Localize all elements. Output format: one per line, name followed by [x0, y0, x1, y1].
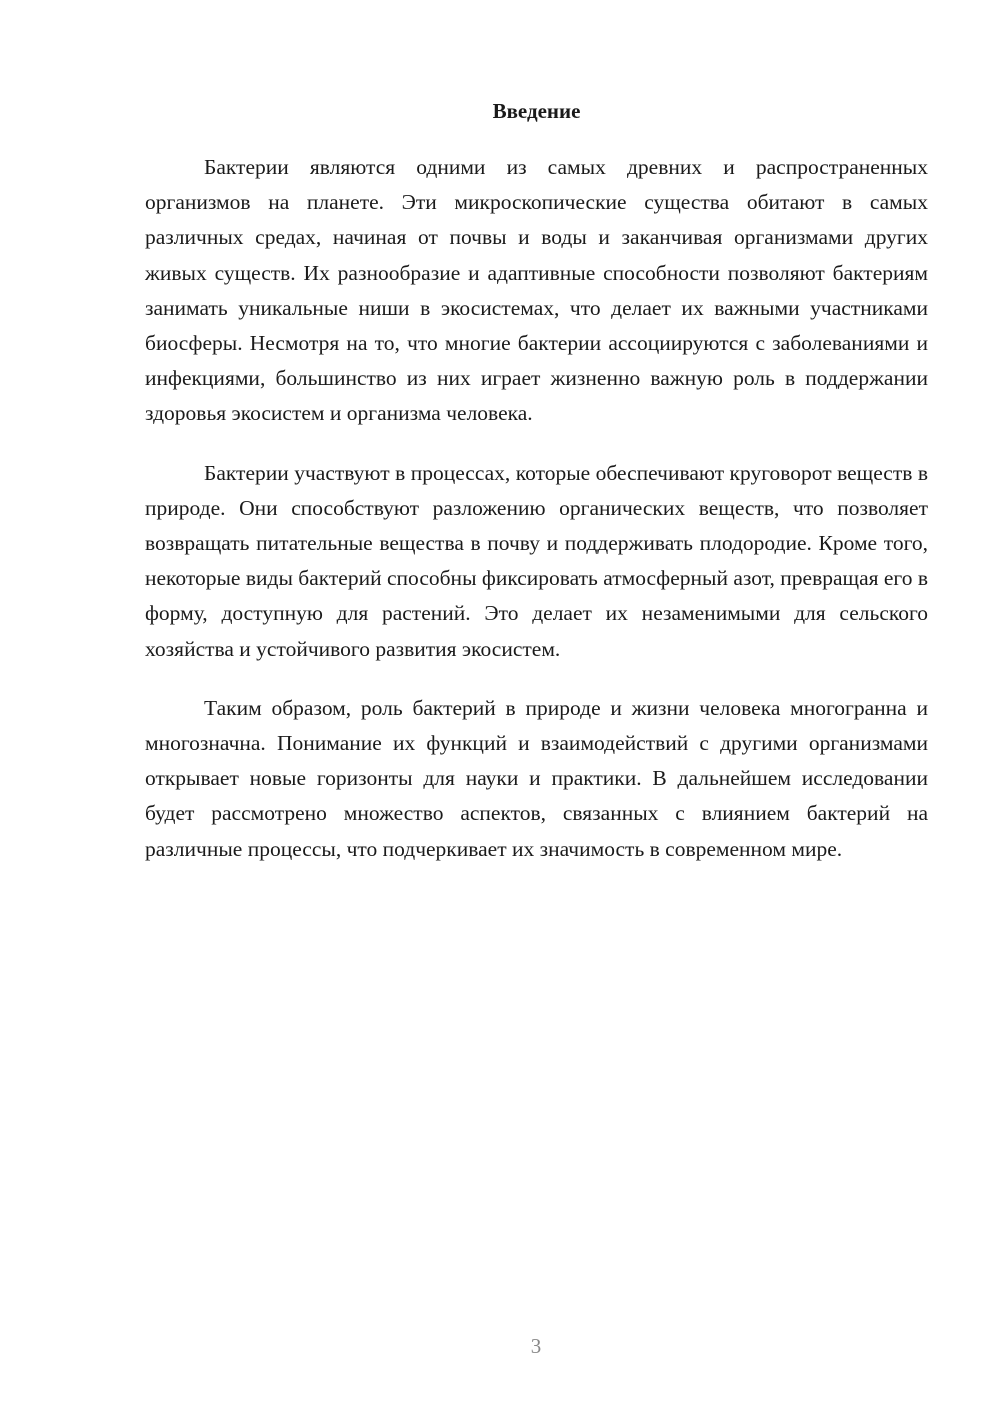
page-content — [145, 96, 928, 891]
paragraph-2: Бактерии участвуют в процессах, которые обеспечивают круговорот веществ в природе. Они способствуют разложению органических веществ, что позволяет возвращать питательные вещества в почву и поддерживать плодородие. Кроме того, некоторые виды бактерий способны фиксировать атмосферный азот, превращая его в форму, доступную для растений. Это делает их незаменимыми для сельского хозяйства и устойчивого развития экосистем. — [145, 460, 928, 661]
paragraph-1: Бактерии являются одними из самых древних и распространенных организмов на планете. Эти микроскопические существа обитают в самых различных средах, начиная от почвы и воды и заканчивая организмами других живых существ. Их разнообразие и адаптивные способности позволяют бактериям занимать уникальные ниши в экосистемах, что делает их важными участниками биосферы. Несмотря на то, что многие бактерии ассоциируются с заболеваниями и инфекциями, большинство из них играет жизненно важную роль в поддержании здоровья экосистем и организма человека. — [145, 155, 928, 426]
section-title: Введение — [492, 99, 581, 123]
paragraph-3: Таким образом, роль бактерий в природе и жизни человека многогранна и многозначна. Понимание их функций и взаимодействий с другими организмами открывает новые горизонты для науки и практики. В дальнейшем исследовании будет рассмотрено множество аспектов, связанных с влиянием бактерий на различные процессы, что подчеркивает их значимость в современном мире. — [145, 695, 928, 861]
page-number: 3 — [530, 1334, 542, 1358]
